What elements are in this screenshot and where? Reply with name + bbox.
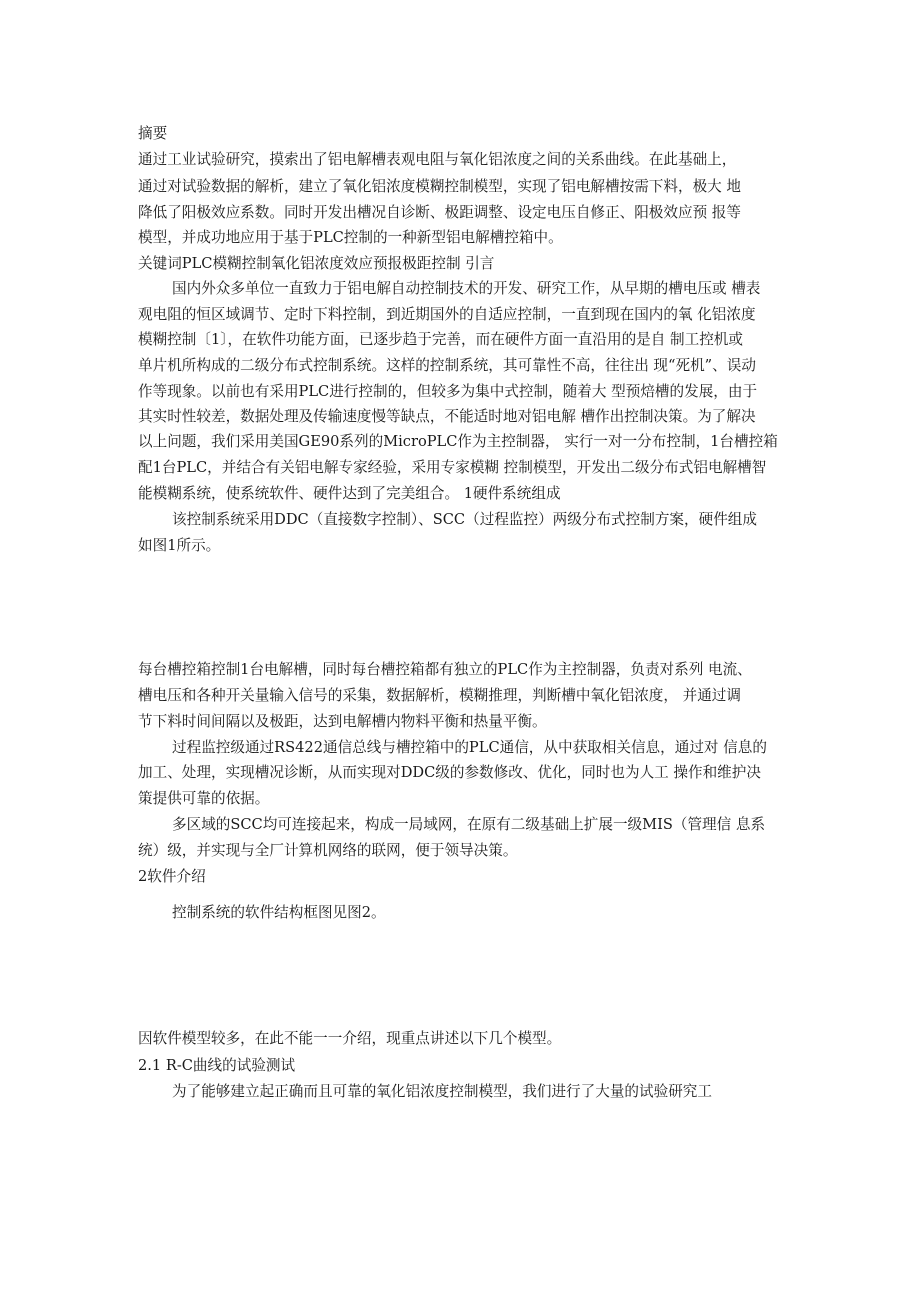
abstract-line-4: 模型，并成功地应用于基于PLC控制的一种新型铝电解槽控箱中。 — [138, 229, 563, 246]
intro-line-1: 国内外众多单位一直致力于铝电解自动控制技术的开发、研究工作，从早期的槽电压或 槽表 — [172, 280, 761, 297]
intro-line-2: 观电阻的恒区域调节、定时下料控制，到近期国外的自适应控制，一直到现在国内的氧 化铝浓度 — [138, 306, 756, 323]
network-line-2: 统）级，并实现与全厂计算机网络的联网，便于领导决策。 — [138, 842, 518, 859]
control-box-line-1: 每台槽控箱控制1台电解槽，同时每台槽控箱都有独立的PLC作为主控制器，负责对系列 电流、 — [138, 661, 752, 678]
network-line-1: 多区域的SCC均可连接起来，构成一局域网，在原有二级基础上扩展一级MIS（管理信 息系 — [172, 816, 766, 833]
process-line-1: 过程监控级通过RS422通信总线与槽控箱中的PLC通信，从中获取相关信息，通过对 信息的 — [172, 739, 767, 756]
section-2-1-line-1: 为了能够建立起正确而且可靠的氧化铝浓度控制模型，我们进行了大量的试验研究工 — [172, 1083, 712, 1100]
control-box-line-3: 节下料时间间隔以及极距，达到电解槽内物料平衡和热量平衡。 — [138, 713, 547, 730]
intro-line-6: 其实时性较差，数据处理及传输速度慢等缺点，不能适时地对铝电解 槽作出控制决策。为了解决 — [138, 408, 756, 425]
keywords-line: 关键词PLC模糊控制氧化铝浓度效应预报极距控制 引言 — [138, 255, 495, 272]
hardware-line-2: 如图1所示。 — [138, 537, 221, 554]
process-line-2: 加工、处理，实现槽况诊断，从而实现对DDC级的参数修改、优化，同时也为人工 操作和维护决 — [138, 764, 761, 781]
abstract-line-2: 通过对试验数据的解析，建立了氧化铝浓度模糊控制模型，实现了铝电解槽按需下料，极大 地 — [138, 178, 741, 195]
section-2-1-heading: 2.1 R-C曲线的试验测试 — [138, 1057, 296, 1074]
abstract-line-3: 降低了阳极效应系数。同时开发出槽况自诊断、极距调整、设定电压自修正、阳极效应预 报等 — [138, 204, 741, 221]
control-box-line-2: 槽电压和各种开关量输入信号的采集，数据解析，模糊推理，判断槽中氧化铝浓度， 并通过调 — [138, 687, 741, 704]
intro-line-7: 以上问题，我们采用美国GE90系列的MicroPLC作为主控制器， 实行一对一分布控制，1台槽控箱 — [138, 433, 778, 450]
intro-line-8: 配1台PLC，并结合有关铝电解专家经验，采用专家模糊 控制模型，开发出二级分布式铝电解槽智 — [138, 459, 767, 476]
intro-line-4: 单片机所构成的二级分布式控制系统。这样的控制系统，其可靠性不高，往往出 现“死机”、误动 — [138, 357, 756, 374]
abstract-line-1: 通过工业试验研究，摸索出了铝电解槽表观电阻与氧化铝浓度之间的关系曲线。在此基础上， — [138, 151, 737, 168]
software-heading: 2软件介绍 — [138, 868, 206, 885]
software-summary: 因软件模型较多，在此不能一一介绍，现重点讲述以下几个模型。 — [138, 1030, 562, 1047]
intro-line-5: 作等现象。以前也有采用PLC进行控制的，但较多为集中式控制，随着大 型预焙槽的发展，由于 — [138, 383, 758, 400]
intro-line-3: 模糊控制〔1〕，在软件功能方面，已逐步趋于完善，而在硬件方面一直沿用的是自 制工控机或 — [138, 331, 743, 348]
software-intro: 控制系统的软件结构框图见图2。 — [172, 904, 386, 921]
intro-line-9: 能模糊系统，使系统软件、硬件达到了完美组合。 1硬件系统组成 — [138, 485, 561, 502]
hardware-line-1: 该控制系统采用DDC（直接数字控制）、SCC（过程监控）两级分布式控制方案，硬件组成 — [172, 511, 757, 528]
process-line-3: 策提供可靠的依据。 — [138, 790, 270, 807]
abstract-heading: 摘要 — [138, 125, 168, 142]
